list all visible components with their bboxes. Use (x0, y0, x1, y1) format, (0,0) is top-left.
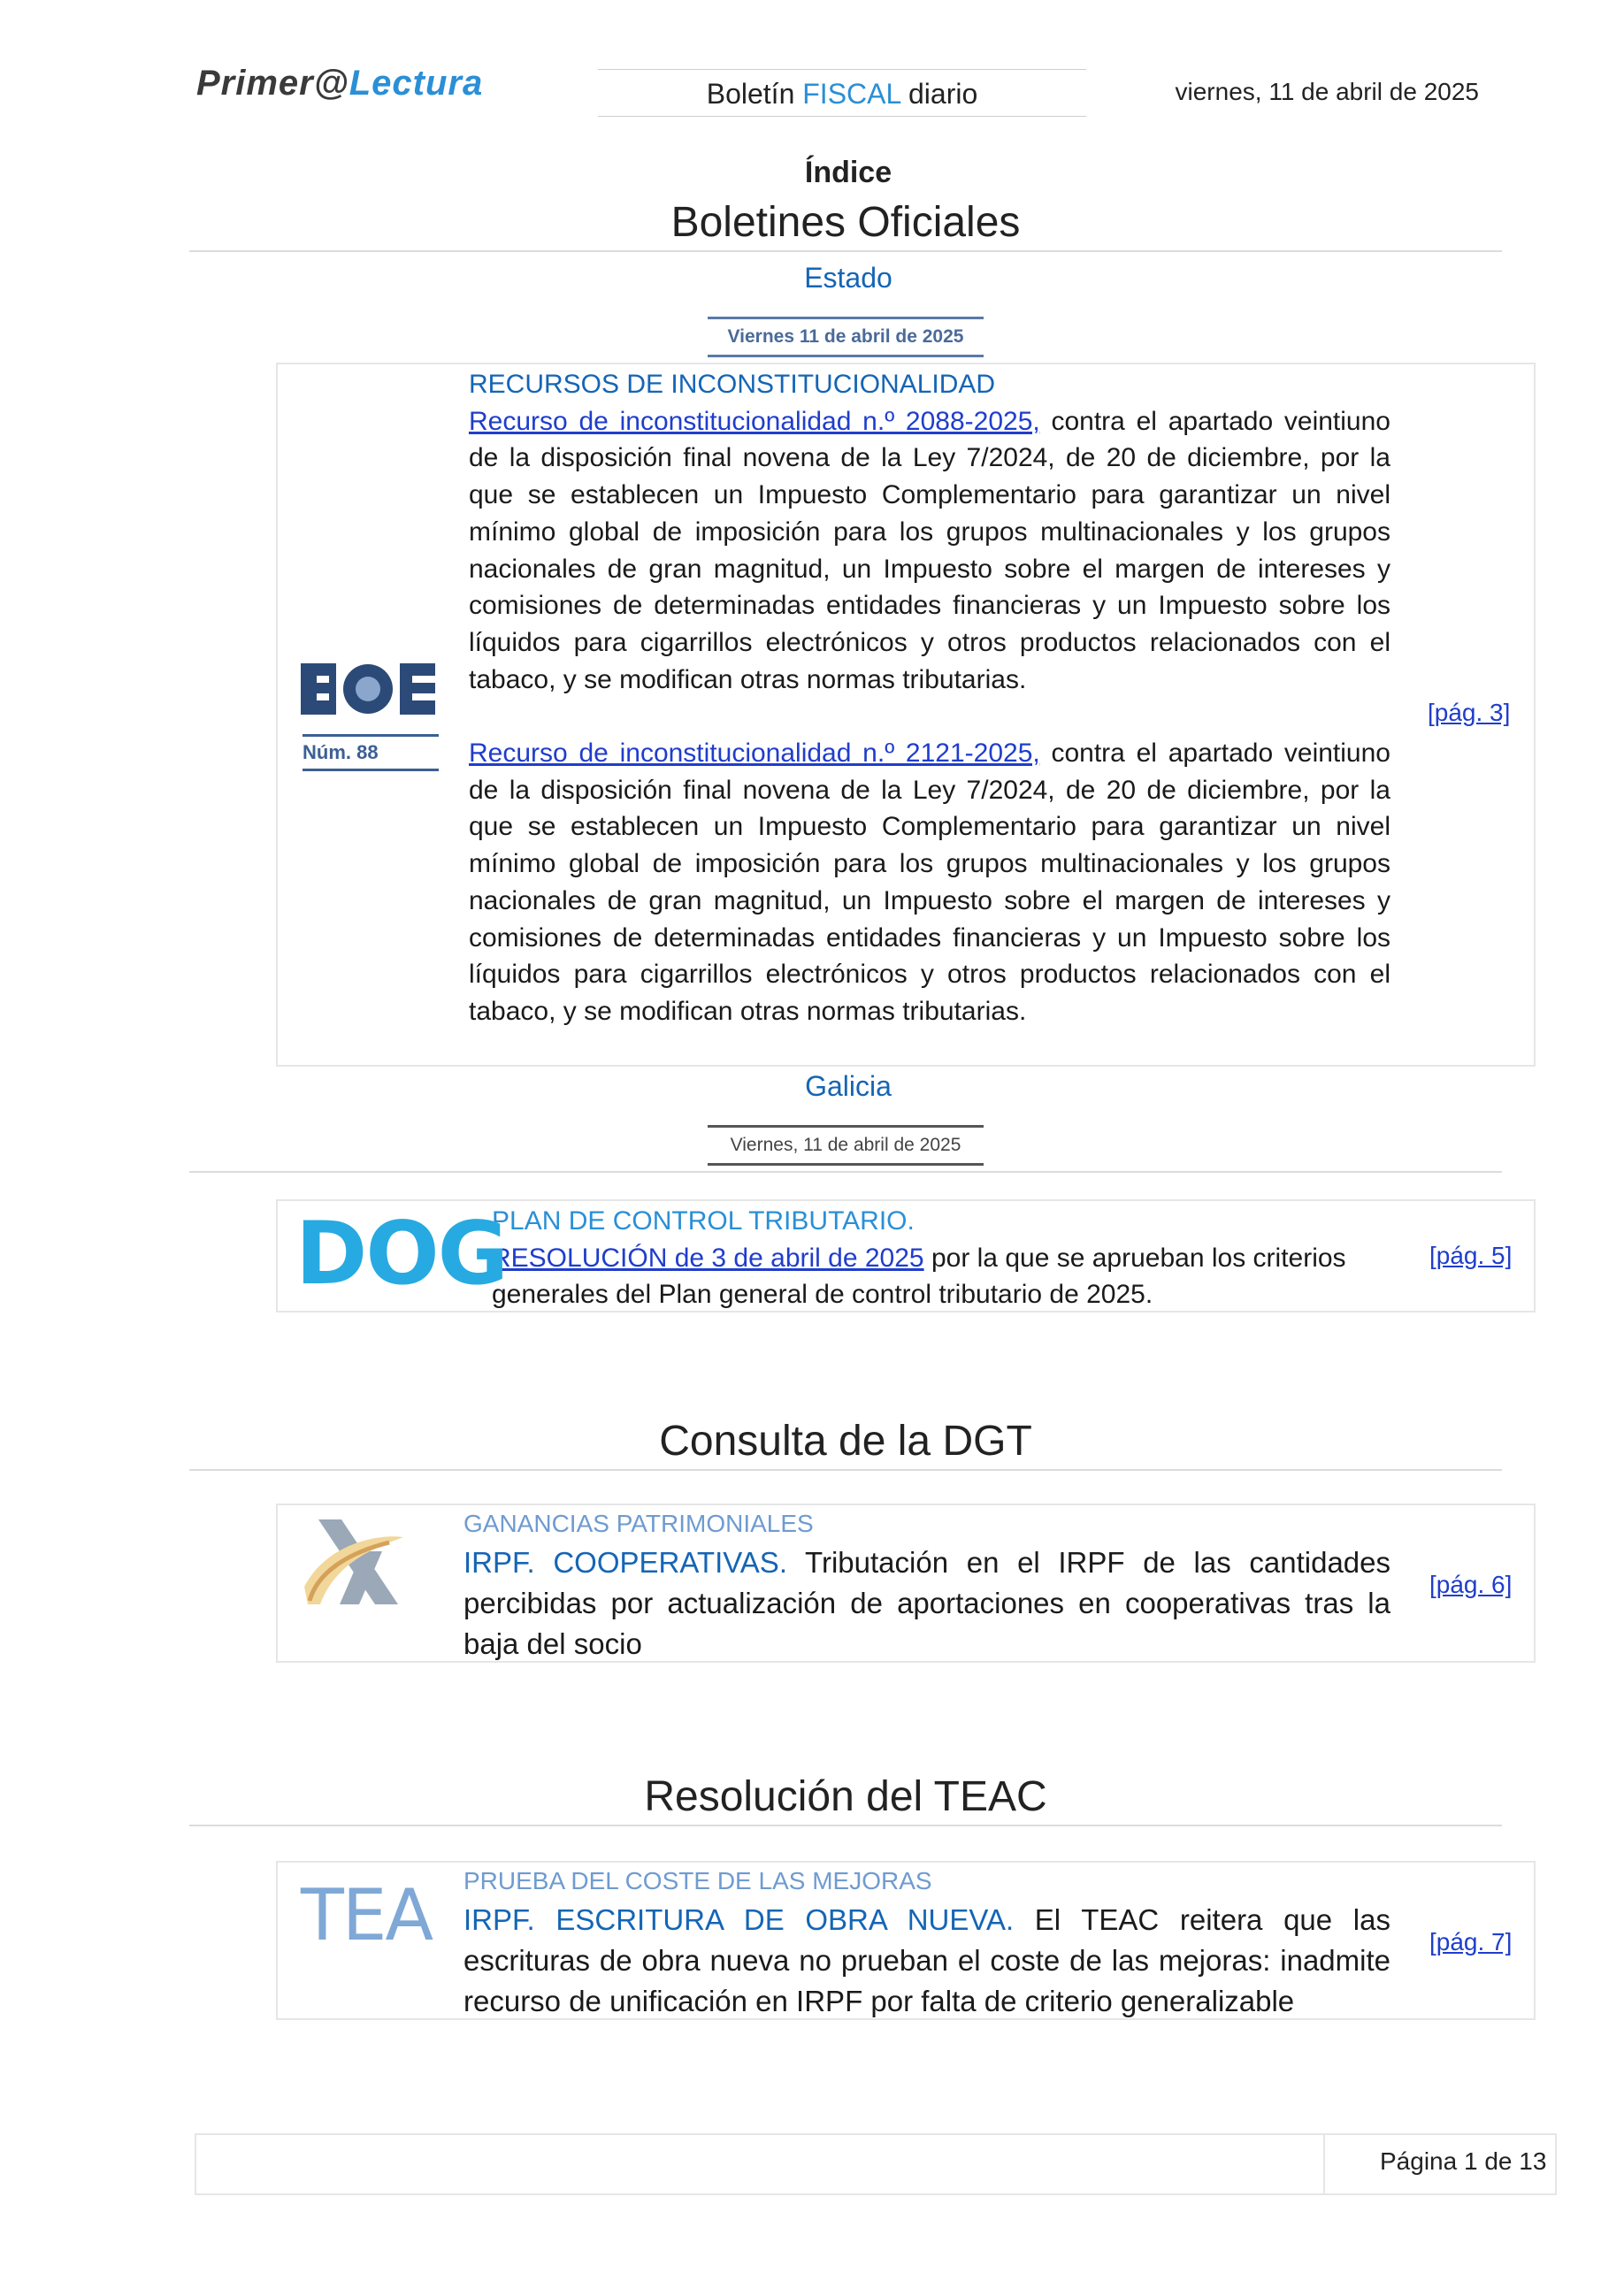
dog-item (492, 1240, 1376, 1313)
section-title-dgt: Consulta de la DGT (189, 1417, 1502, 1471)
dog-logo: DOG (295, 1204, 508, 1305)
section-title-teac: Resolución del TEAC (189, 1772, 1502, 1826)
dgt-card-content (463, 1505, 1390, 1665)
teac-page-link[interactable]: [pág. 7] (1429, 1928, 1513, 1955)
subsection-galicia: Galicia (805, 1070, 892, 1102)
date-bar-galicia: Viernes, 11 de abril de 2025 (708, 1125, 984, 1166)
dgt-item-lead: IRPF. COOPERATIVAS. (463, 1546, 787, 1579)
boe-page-link[interactable]: [pág. 3] (1428, 699, 1511, 726)
dgt-card (276, 1504, 1536, 1663)
teac-card-content (463, 1863, 1390, 2022)
boe-item-2 (469, 735, 1390, 1030)
dog-category: PLAN DE CONTROL TRIBUTARIO. (492, 1206, 915, 1236)
teac-item (463, 1900, 1390, 2022)
dog-item-text: por la que se aprueban los criterios generales del Plan general de control tributario de 2025. (492, 1243, 1346, 1310)
boe-logo (301, 660, 435, 723)
teac-category: PRUEBA DEL COSTE DE LAS MEJORAS (463, 1867, 932, 1894)
bulletin-suffix: diario (908, 78, 978, 110)
section-title-boletines: Boletines Oficiales (189, 198, 1502, 252)
aeat-logo (301, 1516, 407, 1618)
teac-item-text: El TEAC reitera que las escrituras de obra nueva no prueban el coste de las mejoras: inadmite recurso de unificación en IRPF por falta de criterio generalizable (463, 1903, 1390, 2017)
brand-logo (196, 64, 483, 103)
boe-item-1-text: contra el apartado veintiuno de la disposición final novena de la Ley 7/2024, de 20 de diciembre, por la que se establecen un Impuesto Complementario para garantizar un nivel mínimo global de imposición para los grupos multinacionales y los grupos nacionales de gran magnitud, un Impuesto sobre el margen de intereses y comisiones de determinadas entidades financieras y un Impuesto sobre los líquidos para cigarrillos electrónicos y otros productos relacionados con el tabaco, y se modifican otras normas tributarias. (469, 406, 1390, 694)
boe-number: Núm. 88 (303, 734, 439, 771)
dog-item-link[interactable]: RESOLUCIÓN de 3 de abril de 2025 (492, 1243, 924, 1273)
teac-card (276, 1861, 1536, 2020)
bulletin-prefix: Boletín (706, 78, 795, 110)
dog-card-content (492, 1203, 1376, 1313)
header-date: viernes, 11 de abril de 2025 (1175, 78, 1479, 105)
boe-item-1-link[interactable]: Recurso de inconstitucionalidad n.º 2088-2025, (469, 406, 1040, 436)
footer (195, 2133, 1557, 2195)
page-number: Página 1 de 13 (1380, 2147, 1547, 2175)
boe-card (276, 363, 1536, 1067)
index-title: Índice (804, 156, 892, 189)
boe-item-2-text: contra el apartado veintiuno de la disposición final novena de la Ley 7/2024, de 20 de diciembre, por la que se establecen un Impuesto Complementario para garantizar un nivel mínimo global de imposición para los grupos multinacionales y los grupos nacionales de gran magnitud, un Impuesto sobre el margen de intereses y comisiones de determinadas entidades financieras y un Impuesto sobre los líquidos para cigarrillos electrónicos y otros productos relacionados con el tabaco, y se modifican otras normas tributarias. (469, 739, 1390, 1026)
boe-card-content (469, 366, 1390, 1030)
tea-logo: TEA (301, 1874, 433, 1956)
dog-page-link[interactable]: [pág. 5] (1429, 1242, 1513, 1269)
bulletin-fiscal: FISCAL (802, 78, 901, 110)
brand-part1: Primer@ (196, 64, 349, 103)
dgt-item (463, 1542, 1390, 1665)
brand-part2: Lectura (349, 64, 484, 103)
boe-item-2-link[interactable]: Recurso de inconstitucionalidad n.º 2121-2025, (469, 739, 1040, 769)
divider (189, 1171, 1502, 1173)
date-bar-estado: Viernes 11 de abril de 2025 (708, 317, 984, 357)
boe-category: RECURSOS DE INCONSTITUCIONALIDAD (469, 370, 996, 399)
aeat-logo-icon (301, 1516, 407, 1613)
subsection-estado: Estado (804, 262, 892, 294)
footer-separator (1323, 2133, 1325, 2195)
teac-item-lead: IRPF. ESCRITURA DE OBRA NUEVA. (463, 1903, 1015, 1936)
dgt-category: GANANCIAS PATRIMONIALES (463, 1510, 814, 1537)
boe-logo-icon (301, 660, 435, 718)
boe-item-1 (469, 403, 1390, 699)
dgt-page-link[interactable]: [pág. 6] (1429, 1571, 1513, 1598)
dgt-item-text: Tributación en el IRPF de las cantidades percibidas por actualización de aportaciones en cooperativas tras la baja del socio (463, 1546, 1391, 1660)
bulletin-title (598, 69, 1086, 117)
